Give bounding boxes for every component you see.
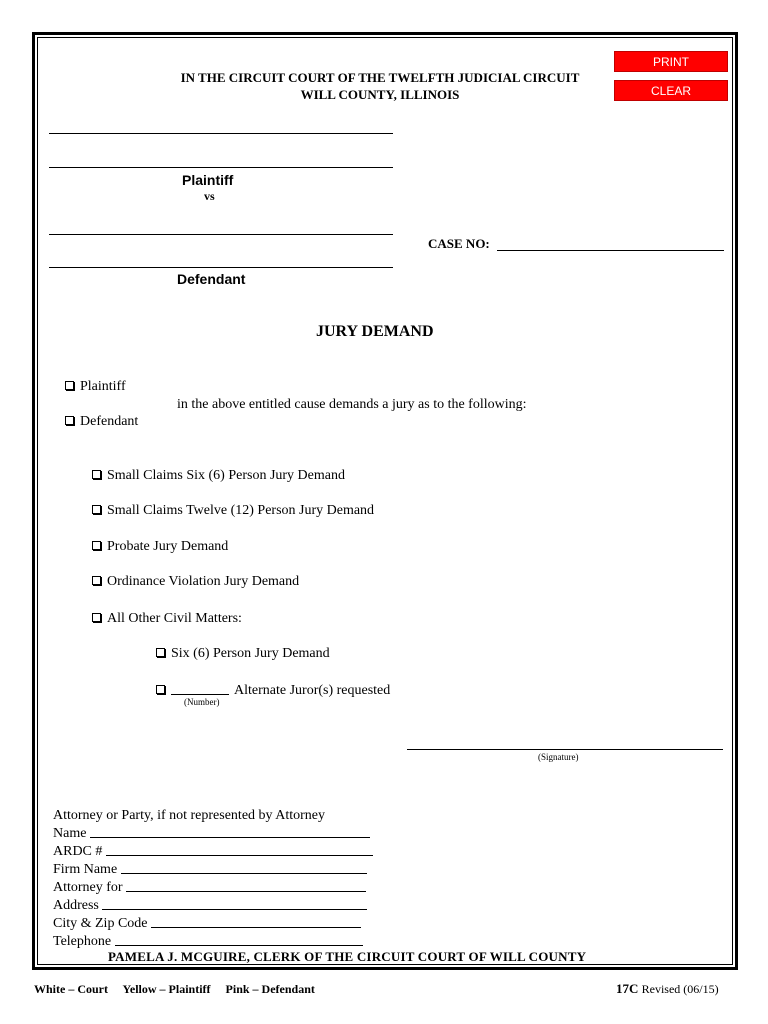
option-label: Small Claims Twelve (12) Person Jury Demand bbox=[107, 503, 375, 518]
field-label: Address bbox=[53, 898, 99, 913]
case-no-field[interactable] bbox=[497, 250, 724, 251]
small-claims-six-checkbox[interactable] bbox=[92, 470, 101, 479]
option-small-claims-twelve[interactable] bbox=[92, 503, 374, 519]
attorney-ardc-row bbox=[53, 843, 373, 861]
all-other-civil-checkbox[interactable] bbox=[92, 613, 101, 622]
attorney-ardc-field[interactable] bbox=[106, 843, 373, 856]
defendant-line-1[interactable] bbox=[49, 234, 393, 235]
attorney-address-row bbox=[53, 897, 367, 915]
option-six-person[interactable] bbox=[156, 646, 330, 662]
option-label: Probate Jury Demand bbox=[107, 539, 229, 554]
option-label: Ordinance Violation Jury Demand bbox=[107, 574, 300, 589]
attorney-name-row bbox=[53, 825, 370, 843]
field-label: Name bbox=[53, 826, 87, 841]
signature-hint: (Signature) bbox=[538, 752, 579, 762]
attorney-address-field[interactable] bbox=[102, 897, 367, 910]
print-button[interactable]: PRINT bbox=[614, 51, 728, 72]
party-option-defendant[interactable] bbox=[65, 414, 138, 430]
plaintiff-line-2[interactable] bbox=[49, 167, 393, 168]
option-all-other-civil[interactable] bbox=[92, 611, 242, 627]
number-hint: (Number) bbox=[184, 697, 220, 707]
defendant-line-2[interactable] bbox=[49, 267, 393, 268]
attorney-heading: Attorney or Party, if not represented by Attorney bbox=[53, 808, 326, 823]
option-label: Six (6) Person Jury Demand bbox=[171, 646, 330, 661]
plaintiff-checkbox[interactable] bbox=[65, 381, 74, 390]
alternate-number-field[interactable] bbox=[171, 682, 229, 695]
option-probate[interactable] bbox=[92, 539, 228, 555]
plaintiff-line-1[interactable] bbox=[49, 133, 393, 134]
form-title: JURY DEMAND bbox=[316, 323, 434, 340]
ordinance-violation-checkbox[interactable] bbox=[92, 576, 101, 585]
attorney-for-row bbox=[53, 879, 366, 897]
attorney-firm-field[interactable] bbox=[121, 861, 367, 874]
six-person-checkbox[interactable] bbox=[156, 648, 165, 657]
attorney-name-field[interactable] bbox=[90, 825, 370, 838]
case-no-label: CASE NO: bbox=[428, 236, 490, 251]
party-option-plaintiff[interactable] bbox=[65, 379, 126, 395]
party-option-label: Plaintiff bbox=[80, 379, 126, 394]
party-option-label: Defendant bbox=[80, 414, 139, 429]
field-label: ARDC # bbox=[53, 844, 103, 859]
plaintiff-label: Plaintiff bbox=[182, 172, 234, 188]
option-label: All Other Civil Matters: bbox=[107, 611, 242, 626]
attorney-city-field[interactable] bbox=[151, 915, 361, 928]
copy-distribution: White – Court Yellow – Plaintiff Pink – Defendant bbox=[34, 982, 315, 996]
option-label: Alternate Juror(s) requested bbox=[234, 683, 391, 698]
attorney-firm-row bbox=[53, 861, 367, 879]
attorney-for-field[interactable] bbox=[126, 879, 366, 892]
defendant-checkbox[interactable] bbox=[65, 416, 74, 425]
field-label: Attorney for bbox=[53, 880, 123, 895]
court-name: IN THE CIRCUIT COURT OF THE TWELFTH JUDICIAL CIRCUIT bbox=[180, 70, 580, 85]
probate-checkbox[interactable] bbox=[92, 541, 101, 550]
vs-label: vs bbox=[204, 189, 215, 203]
field-label: Firm Name bbox=[53, 862, 118, 877]
county-name: WILL COUNTY, ILLINOIS bbox=[300, 87, 460, 102]
small-claims-twelve-checkbox[interactable] bbox=[92, 505, 101, 514]
signature-line[interactable] bbox=[407, 749, 723, 750]
defendant-label: Defendant bbox=[177, 271, 246, 287]
attorney-telephone-field[interactable] bbox=[115, 933, 363, 946]
revised-date: Revised (06/15) bbox=[641, 982, 719, 996]
form-revision bbox=[616, 981, 719, 997]
option-small-claims-six[interactable] bbox=[92, 468, 345, 484]
field-label: City & Zip Code bbox=[53, 916, 148, 931]
clerk-name: PAMELA J. MCGUIRE, CLERK OF THE CIRCUIT COURT OF WILL COUNTY bbox=[108, 949, 587, 964]
clear-button[interactable]: CLEAR bbox=[614, 80, 728, 101]
form-number: 17C bbox=[616, 981, 639, 996]
alternate-jurors-checkbox[interactable] bbox=[156, 685, 165, 694]
attorney-city-row bbox=[53, 915, 361, 933]
demand-statement: in the above entitled cause demands a jury as to the following: bbox=[177, 397, 527, 412]
option-label: Small Claims Six (6) Person Jury Demand bbox=[107, 468, 345, 483]
option-ordinance-violation[interactable] bbox=[92, 574, 299, 590]
field-label: Telephone bbox=[53, 934, 112, 949]
